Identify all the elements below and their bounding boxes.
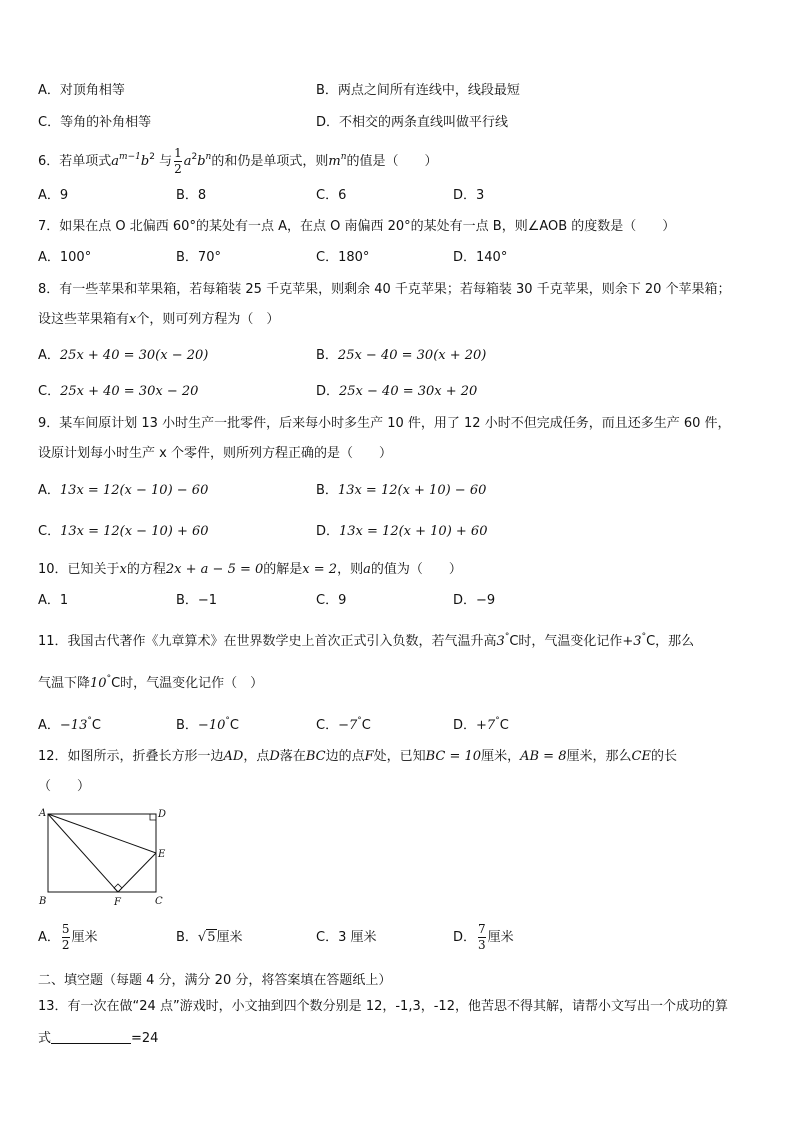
q6-fraction xyxy=(174,147,182,176)
q12-stem-line1: 12．如图所示，折叠长方形一边AD，点D落在BC边的点F处，已知BC = 10厘米，AB = 8厘米，那么CE的长 xyxy=(38,749,677,764)
q8-stem2a: 设这些苹果箱有 xyxy=(38,312,130,327)
label-e: E xyxy=(158,849,166,860)
q6-term-b: b xyxy=(140,154,150,169)
q5-option-a: A．对顶角相等 xyxy=(38,83,125,98)
label-c: C xyxy=(155,896,163,907)
q12-option-a: A． $\frac{5}{2}$ 厘米 xyxy=(38,922,98,952)
q12-figure xyxy=(36,806,176,908)
q8-stem-line1: 8．有一些苹果和苹果箱，若每箱装 25 千克苹果，则剩余 40 千克苹果；若每箱装 30 千克苹果，则余下 20 个苹果箱； xyxy=(38,282,731,297)
q5-option-d: D．不相交的两条直线叫做平行线 xyxy=(316,115,509,130)
q9-stem-line2: 设原计划每小时生产 x 个零件，则所列方程正确的是（ ） xyxy=(38,446,392,461)
q5-option-b: B．两点之间所有连线中，线段最短 xyxy=(316,83,520,98)
q6-exp-2: 2 xyxy=(149,152,155,162)
q7-option-b: B．70° xyxy=(176,250,221,265)
q8-option-c: C．25x + 40 = 30x − 20 xyxy=(38,384,199,399)
q7-option-c: C．180° xyxy=(316,250,370,265)
q10-option-c: C．9 xyxy=(316,593,347,608)
q11-option-d: D．+7°C xyxy=(453,716,509,733)
q9-option-d: D．13x = 12(x + 10) + 60 xyxy=(316,524,488,539)
q6-pow-base: m xyxy=(328,154,341,169)
segment-ae xyxy=(48,814,156,853)
q9-option-b: B．13x = 12(x + 10) − 60 xyxy=(316,483,487,498)
q13-stem-line1: 13．有一次在做“24 点”游戏时，小文抽到四个数分别是 12，-1,3，-12，他苦思不得其解，请帮小文写出一个成功的算 xyxy=(38,999,728,1014)
q12-option-c: C．3 厘米 xyxy=(316,930,377,945)
q12-option-b: B．√5厘米 xyxy=(176,930,243,945)
q10-option-d: D．−9 xyxy=(453,593,496,608)
q6-pow-exp: n xyxy=(340,152,347,162)
q8-option-d: D．25x − 40 = 30x + 20 xyxy=(316,384,478,399)
q6-term2-a: a xyxy=(183,154,192,169)
q9-option-c: C．13x = 12(x − 10) + 60 xyxy=(38,524,209,539)
q5-option-c: C．等角的补角相等 xyxy=(38,115,152,130)
q6-term-a: a xyxy=(111,154,120,169)
q13-answer-blank[interactable] xyxy=(51,1031,131,1044)
q8-stem-line2 xyxy=(38,311,279,329)
q8-option-b: B．25x − 40 = 30(x + 20) xyxy=(316,348,487,363)
q13-stem-line2: 式 =24 xyxy=(38,1031,159,1046)
q6-exp2: 2 xyxy=(191,152,198,162)
q6-conj: 与 xyxy=(159,154,173,169)
q11-option-b: B．−10°C xyxy=(176,716,239,733)
label-b: B xyxy=(39,896,47,907)
label-a: A xyxy=(39,808,47,819)
label-d: D xyxy=(158,809,167,820)
q6-stem xyxy=(38,140,438,179)
q6-frac-den: 2 xyxy=(174,162,182,176)
q10-option-b: B．−1 xyxy=(176,593,218,608)
q8-var: x xyxy=(129,312,137,327)
q12-stem-line2: （ ） xyxy=(38,779,91,794)
right-angle-mark-f xyxy=(114,884,122,892)
q6-exp-m1: m−1 xyxy=(119,152,141,162)
q6-suffix1: 的和仍是单项式，则 xyxy=(211,154,329,169)
rectangle-abcd xyxy=(48,814,156,892)
q6-option-c: C．6 xyxy=(316,188,347,203)
q10-option-a: A．1 xyxy=(38,593,69,608)
q12-option-d: D． $\frac{7}{3}$ 厘米 xyxy=(453,922,514,952)
q11-option-a: A．−13°C xyxy=(38,716,101,733)
q6-option-d: D．3 xyxy=(453,188,485,203)
q11-stem-line2: 气温下降10°C时，气温变化记作（ ） xyxy=(38,674,264,691)
q6-frac-num: 1 xyxy=(174,146,182,160)
q6-suffix2: 的值是（ ） xyxy=(346,154,438,169)
q11-option-c: C．−7°C xyxy=(316,716,371,733)
q6-prefix: 6．若单项式 xyxy=(38,154,112,169)
q8-option-a: A．25x + 40 = 30(x − 20) xyxy=(38,348,209,363)
q11-stem-line1: 11．我国古代著作《九章算术》在世界数学史上首次正式引入负数，若气温升高3°C时，气温变化记作+3°C，那么 xyxy=(38,632,695,649)
right-angle-mark-d xyxy=(150,814,156,820)
q9-stem-line1: 9．某车间原计划 13 小时生产一批零件，后来每小时多生产 10 件，用了 12 小时不但完成任务，而且还多生产 60 件， xyxy=(38,416,731,431)
segment-fe xyxy=(118,853,156,892)
q10-stem: 10．已知关于x的方程2x + a − 5 = 0的解是x = 2，则a的值为（ ） xyxy=(38,562,462,577)
q8-stem2b: 个，则可列方程为（ ） xyxy=(136,312,280,327)
label-f: F xyxy=(114,897,121,908)
q7-option-a: A．100° xyxy=(38,250,92,265)
q6-term2-b: b xyxy=(197,154,206,169)
q7-option-d: D．140° xyxy=(453,250,508,265)
section-title-fill-in: 二、填空题（每题 4 分，满分 20 分，将答案填在答题纸上） xyxy=(38,973,392,988)
q6-exp-n: n xyxy=(205,152,212,162)
q7-stem: 7．如果在点 O 北偏西 60°的某处有一点 A，在点 O 南偏西 20°的某处有一点 B，则∠AOB 的度数是（ ） xyxy=(38,219,676,234)
q6-option-b: B．8 xyxy=(176,188,207,203)
q6-option-a: A．9 xyxy=(38,188,69,203)
segment-af xyxy=(48,814,118,892)
q9-option-a: A．13x = 12(x − 10) − 60 xyxy=(38,483,209,498)
